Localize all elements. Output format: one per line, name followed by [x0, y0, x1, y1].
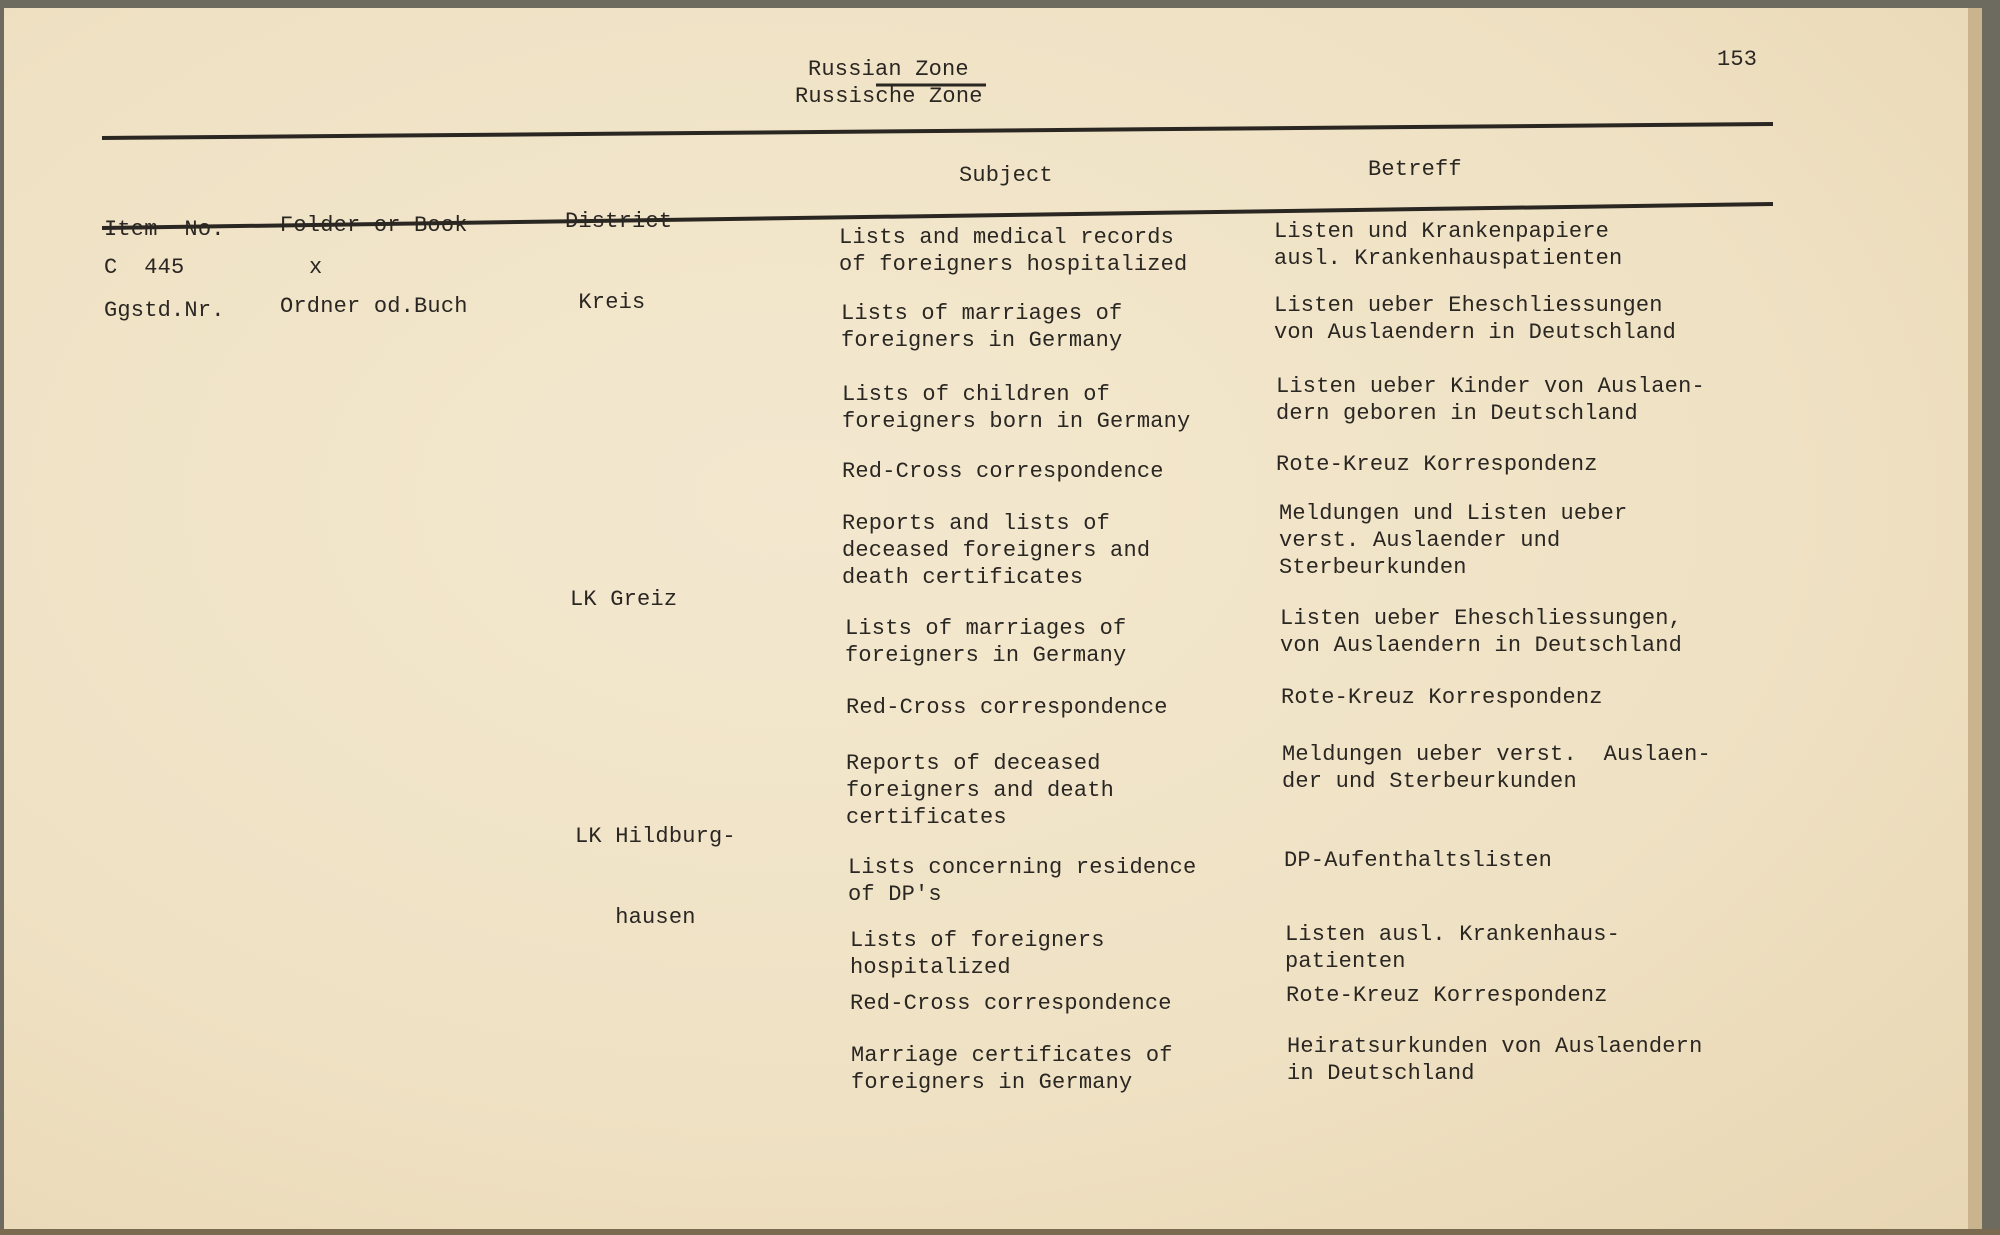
betreff-line: Rote-Kreuz Korrespondenz: [1286, 983, 1608, 1008]
page-number: 153: [1717, 47, 1758, 72]
district-line: LK Hildburg-: [575, 824, 736, 849]
betreff-line: ausl. Krankenhauspatienten: [1274, 246, 1623, 271]
betreff-line: in Deutschland: [1287, 1061, 1475, 1086]
betreff-line: der und Sterbeurkunden: [1282, 769, 1577, 794]
betreff-line: Listen ueber Kinder von Auslaen-: [1276, 374, 1705, 399]
betreff-cell: [1282, 741, 1711, 795]
district-hildburghausen: [575, 769, 736, 958]
col-header-district: [565, 154, 672, 343]
district-line: hausen: [575, 905, 696, 930]
subject-line: of foreigners hospitalized: [839, 252, 1188, 277]
title-de: Russische Zone: [795, 84, 983, 109]
subject-line: foreigners in Germany: [841, 328, 1123, 353]
subject-line: hospitalized: [850, 955, 1011, 980]
subject-line: of DP's: [848, 882, 942, 907]
subject-line: Reports of deceased: [846, 751, 1101, 776]
header-top-rule: [102, 124, 1773, 138]
subject-line: Lists concerning residence: [848, 855, 1197, 880]
betreff-line: Meldungen und Listen ueber: [1279, 501, 1628, 526]
subject-line: foreigners in Germany: [845, 643, 1127, 668]
betreff-line: Meldungen ueber verst. Auslaen-: [1282, 742, 1711, 767]
col-header-item-de: Ggstd.Nr.: [104, 298, 225, 323]
subject-line: Lists of children of: [842, 382, 1111, 407]
subject-cell: [846, 750, 1114, 831]
subject-line: foreigners in Germany: [851, 1070, 1133, 1095]
col-header-district-en: District: [565, 209, 673, 234]
subject-line: foreigners born in Germany: [842, 409, 1191, 434]
betreff-line: Listen ueber Eheschliessungen,: [1280, 606, 1683, 631]
subject-cell: [850, 927, 1105, 981]
betreff-line: dern geboren in Deutschland: [1276, 401, 1638, 426]
subject-cell: [850, 990, 1172, 1017]
betreff-cell: [1276, 451, 1598, 478]
subject-line: Red-Cross correspondence: [850, 991, 1172, 1016]
betreff-cell: [1279, 500, 1627, 581]
subject-cell: [839, 224, 1187, 278]
district-line: LK Greiz: [570, 587, 678, 612]
betreff-line: Rote-Kreuz Korrespondenz: [1281, 685, 1603, 710]
col-header-item-en: Item No.: [104, 217, 225, 242]
subject-line: Reports and lists of: [842, 511, 1111, 536]
col-header-folder: [280, 158, 468, 347]
betreff-cell: [1274, 218, 1622, 272]
betreff-cell: [1287, 1033, 1702, 1087]
subject-cell: [841, 300, 1122, 354]
title-en: Russian Zone: [808, 57, 969, 82]
subject-cell: [842, 510, 1150, 591]
subject-line: Marriage certificates of: [851, 1043, 1173, 1068]
betreff-line: Heiratsurkunden von Auslaendern: [1287, 1034, 1703, 1059]
betreff-line: verst. Auslaender und: [1279, 528, 1561, 553]
subject-line: foreigners and death: [846, 778, 1115, 803]
subject-line: Lists of marriages of: [845, 616, 1127, 641]
district-greiz: [570, 532, 677, 640]
betreff-cell: [1281, 684, 1603, 711]
subject-line: certificates: [846, 805, 1007, 830]
subject-cell: [842, 458, 1164, 485]
col-header-folder-en: Folder or Book: [280, 213, 468, 238]
folder-mark: x: [309, 255, 323, 280]
betreff-line: von Auslaendern in Deutschland: [1274, 320, 1677, 345]
subject-line: Red-Cross correspondence: [846, 695, 1168, 720]
betreff-cell: [1285, 921, 1620, 975]
item-number: C 445: [104, 255, 185, 280]
subject-line: Red-Cross correspondence: [842, 459, 1164, 484]
betreff-line: DP-Aufenthaltslisten: [1284, 848, 1553, 873]
subject-cell: [848, 854, 1196, 908]
col-header-folder-de: Ordner od.Buch: [280, 294, 468, 319]
subject-cell: [842, 381, 1190, 435]
subject-cell: [845, 615, 1126, 669]
subject-line: Lists of foreigners: [850, 928, 1105, 953]
betreff-line: von Auslaendern in Deutschland: [1280, 633, 1683, 658]
betreff-cell: [1284, 847, 1552, 874]
betreff-line: Rote-Kreuz Korrespondenz: [1276, 452, 1598, 477]
betreff-line: Sterbeurkunden: [1279, 555, 1467, 580]
subject-line: Lists of marriages of: [841, 301, 1123, 326]
col-header-betreff: Betreff: [1368, 157, 1462, 182]
subject-line: Lists and medical records: [839, 225, 1175, 250]
col-header-district-de: Kreis: [565, 290, 646, 315]
subject-cell: [846, 694, 1168, 721]
subject-line: deceased foreigners and: [842, 538, 1151, 563]
betreff-line: Listen ausl. Krankenhaus-: [1285, 922, 1621, 947]
betreff-cell: [1276, 373, 1705, 427]
betreff-line: Listen und Krankenpapiere: [1274, 219, 1610, 244]
subject-line: death certificates: [842, 565, 1084, 590]
subject-cell: [851, 1042, 1173, 1096]
betreff-cell: [1280, 605, 1682, 659]
betreff-cell: [1286, 982, 1608, 1009]
col-header-subject: Subject: [959, 163, 1053, 188]
betreff-line: Listen ueber Eheschliessungen: [1274, 293, 1663, 318]
betreff-line: patienten: [1285, 949, 1406, 974]
betreff-cell: [1274, 292, 1676, 346]
